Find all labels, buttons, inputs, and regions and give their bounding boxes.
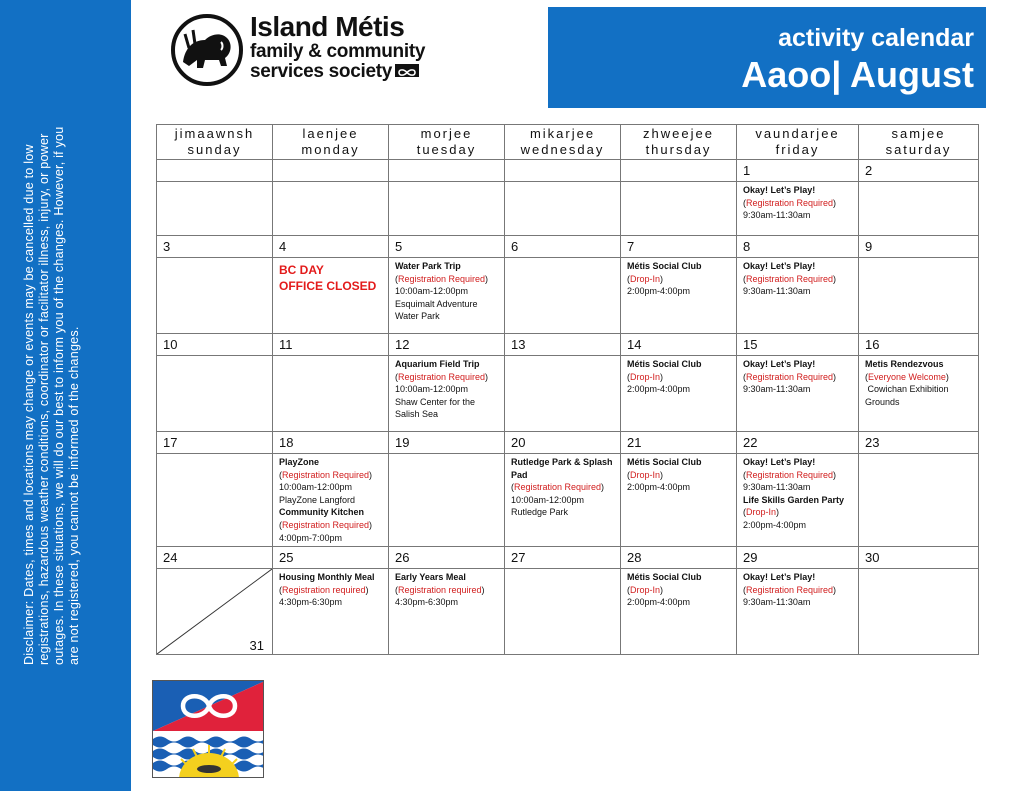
day-cell bbox=[273, 569, 389, 655]
calendar-table bbox=[156, 124, 979, 655]
day-cell bbox=[737, 356, 859, 432]
date-number: 2 bbox=[859, 160, 979, 182]
event-note: (Registration Required) bbox=[511, 482, 605, 493]
day-cell bbox=[273, 356, 389, 432]
organization-logo bbox=[168, 12, 428, 92]
event-title: Okay! Let’s Play! bbox=[743, 359, 816, 369]
day-header-tuesday: morjee tuesday bbox=[389, 125, 505, 160]
date-row bbox=[157, 236, 979, 258]
event-location: Esquimalt Adventure bbox=[395, 298, 478, 309]
date-number: 29 bbox=[737, 547, 859, 569]
date-row bbox=[157, 432, 979, 454]
date-number: 8 bbox=[737, 236, 859, 258]
events-row bbox=[157, 182, 979, 236]
event-title: Early Years Meal bbox=[395, 572, 466, 583]
event-time: 10:00am-12:00pm bbox=[511, 494, 585, 505]
day-cell bbox=[157, 182, 273, 236]
date-number bbox=[621, 160, 737, 182]
date-number: 15 bbox=[737, 334, 859, 356]
day-cell bbox=[621, 454, 737, 547]
event-location: Shaw Center for the bbox=[395, 396, 476, 407]
day-cell bbox=[157, 454, 273, 547]
date-number bbox=[157, 160, 273, 182]
day-cell bbox=[621, 258, 737, 334]
date-number: 10 bbox=[157, 334, 273, 356]
day-header-monday: laenjee monday bbox=[273, 125, 389, 160]
day-cell bbox=[273, 182, 389, 236]
date-number bbox=[505, 160, 621, 182]
day-header-thursday: zhweejee thursday bbox=[621, 125, 737, 160]
event-time: 10:00am-12:00pm bbox=[395, 384, 469, 395]
event-note: (Drop-In) bbox=[627, 469, 664, 480]
day-header-friday: vaundarjee friday bbox=[737, 125, 859, 160]
logo-subtitle-2: services society bbox=[250, 61, 393, 82]
event-time: 10:00am-12:00pm bbox=[279, 482, 353, 493]
split-day-cell bbox=[157, 569, 273, 655]
event-location: Water Park bbox=[395, 311, 440, 322]
event-location: Cowichan Exhibition bbox=[865, 384, 949, 395]
event-location: Salish Sea bbox=[395, 409, 439, 420]
day-cell bbox=[505, 569, 621, 655]
holiday-label: BC DAY bbox=[279, 263, 324, 277]
date-number: 9 bbox=[859, 236, 979, 258]
day-cell bbox=[273, 258, 389, 334]
day-cell bbox=[737, 182, 859, 236]
day-cell bbox=[621, 356, 737, 432]
date-row bbox=[157, 334, 979, 356]
event-note: (Drop-In) bbox=[627, 584, 664, 595]
date-number: 17 bbox=[157, 432, 273, 454]
event-title: Pad bbox=[511, 469, 528, 480]
date-number: 14 bbox=[621, 334, 737, 356]
events-row bbox=[157, 356, 979, 432]
logo-subtitle-1: family & community bbox=[250, 41, 426, 62]
event-title: Rutledge Park & Splash bbox=[511, 457, 613, 467]
day-cell bbox=[157, 258, 273, 334]
event-time: 10:00am-12:00pm bbox=[395, 286, 469, 297]
date-number: 16 bbox=[859, 334, 979, 356]
event-title: Okay! Let’s Play! bbox=[743, 572, 816, 583]
date-number bbox=[389, 160, 505, 182]
day-cell bbox=[737, 569, 859, 655]
events-row bbox=[157, 569, 979, 655]
event-note: (Registration Required) bbox=[743, 584, 837, 595]
date-number: 13 bbox=[505, 334, 621, 356]
day-cell bbox=[859, 356, 979, 432]
event-time: 2:00pm-4:00pm bbox=[627, 597, 691, 608]
date-number: 21 bbox=[621, 432, 737, 454]
day-cell bbox=[505, 356, 621, 432]
event-note: (Registration required) bbox=[279, 584, 369, 595]
event-note: (Registration required) bbox=[395, 584, 485, 595]
date-number bbox=[273, 160, 389, 182]
event-note: (Registration Required) bbox=[395, 273, 489, 284]
event-note: (Registration Required) bbox=[279, 469, 373, 480]
date-number: 25 bbox=[273, 547, 389, 569]
date-number: 7 bbox=[621, 236, 737, 258]
date-number: 23 bbox=[859, 432, 979, 454]
event-note: (Registration Required) bbox=[743, 371, 837, 382]
day-cell bbox=[859, 454, 979, 547]
event-title: Metis Rendezvous bbox=[865, 359, 944, 369]
day-cell bbox=[621, 182, 737, 236]
day-cell bbox=[389, 569, 505, 655]
event-title: Water Park Trip bbox=[395, 261, 461, 271]
day-cell bbox=[505, 454, 621, 547]
event-note: (Drop-In) bbox=[627, 371, 664, 382]
event-location: PlayZone Langford bbox=[279, 494, 356, 505]
event-title: Métis Social Club bbox=[627, 359, 702, 369]
event-title: Métis Social Club bbox=[627, 261, 702, 271]
event-title: PlayZone bbox=[279, 457, 320, 467]
date-number: 20 bbox=[505, 432, 621, 454]
event-title: Métis Social Club bbox=[627, 572, 702, 583]
event-note: (Registration Required) bbox=[743, 197, 837, 208]
day-cell bbox=[157, 356, 273, 432]
event-time: 9:30am-11:30am bbox=[743, 210, 811, 221]
event-title: Community Kitchen bbox=[279, 507, 365, 518]
day-cell bbox=[273, 454, 389, 547]
day-cell bbox=[737, 454, 859, 547]
date-number: 22 bbox=[737, 432, 859, 454]
day-cell bbox=[389, 258, 505, 334]
event-title: Aquarium Field Trip bbox=[395, 359, 480, 369]
event-location: Rutledge Park bbox=[511, 507, 569, 518]
event-title: Housing Monthly Meal bbox=[279, 572, 375, 583]
header-subtitle: activity calendar bbox=[778, 24, 974, 52]
date-number: 4 bbox=[273, 236, 389, 258]
event-time: 4:00pm-7:00pm bbox=[279, 532, 343, 543]
event-note: (Drop-In) bbox=[743, 507, 780, 518]
event-title: Métis Social Club bbox=[627, 457, 702, 467]
event-time: 2:00pm-4:00pm bbox=[627, 384, 691, 395]
event-time: 2:00pm-4:00pm bbox=[627, 482, 691, 493]
date-number: 26 bbox=[389, 547, 505, 569]
event-title: Okay! Let’s Play! bbox=[743, 185, 816, 195]
date-number: 5 bbox=[389, 236, 505, 258]
event-time: 4:30pm-6:30pm bbox=[395, 597, 459, 608]
day-header-saturday: samjee saturday bbox=[859, 125, 979, 160]
date-row bbox=[157, 547, 979, 569]
date-number: 11 bbox=[273, 334, 389, 356]
event-title: Life Skills Garden Party bbox=[743, 494, 845, 505]
event-note: (Registration Required) bbox=[279, 519, 373, 530]
event-time: 4:30pm-6:30pm bbox=[279, 597, 343, 608]
events-row bbox=[157, 454, 979, 547]
bison-logo-icon bbox=[171, 14, 243, 86]
holiday-note: OFFICE CLOSED bbox=[279, 279, 377, 293]
date-number: 1 bbox=[737, 160, 859, 182]
sidebar-panel bbox=[0, 0, 131, 791]
disclaimer-text: Disclaimer: Dates, times and locations may change or events may be cancelled due to low registrations, hazardous weather conditions, coordinator or facilitator illness, injury, or power outages. In these situations, we will do our best to inform you of the changes. However, if you are not registered, you cannot be informed of the changes. bbox=[22, 126, 81, 665]
date-number: 28 bbox=[621, 547, 737, 569]
events-row bbox=[157, 258, 979, 334]
logo-title: Island Métis bbox=[250, 11, 405, 42]
event-time: 2:00pm-4:00pm bbox=[743, 519, 807, 530]
event-note: (Registration Required) bbox=[743, 469, 837, 480]
date-number: 12 bbox=[389, 334, 505, 356]
event-time: 9:30am-11:30am bbox=[743, 384, 811, 395]
day-cell bbox=[389, 356, 505, 432]
date-number: 18 bbox=[273, 432, 389, 454]
calendar-header bbox=[548, 7, 986, 108]
event-time: 2:00pm-4:00pm bbox=[627, 286, 691, 297]
event-note: (Registration Required) bbox=[743, 273, 837, 284]
event-title: Okay! Let’s Play! bbox=[743, 457, 816, 467]
day-cell bbox=[505, 258, 621, 334]
event-time: 9:30am-11:30am bbox=[743, 482, 811, 493]
day-cell bbox=[859, 569, 979, 655]
day-header-sunday: jimaawnsh sunday bbox=[157, 125, 273, 160]
date-number: 19 bbox=[389, 432, 505, 454]
day-cell bbox=[737, 258, 859, 334]
day-cell bbox=[859, 182, 979, 236]
day-header-wednesday: mikarjee wednesday bbox=[505, 125, 621, 160]
event-location: Grounds bbox=[865, 396, 900, 407]
metis-bc-flag-icon bbox=[152, 680, 264, 778]
date-number: 24 bbox=[157, 547, 273, 569]
day-cell bbox=[621, 569, 737, 655]
day-cell bbox=[859, 258, 979, 334]
event-note: (Everyone Welcome) bbox=[865, 371, 949, 382]
header-title: Aaoo| August bbox=[741, 54, 974, 95]
date-row bbox=[157, 160, 979, 182]
infinity-icon bbox=[395, 64, 419, 77]
date-number: 31 bbox=[249, 637, 264, 653]
day-cell bbox=[389, 182, 505, 236]
event-time: 9:30am-11:30am bbox=[743, 286, 811, 297]
event-note: (Registration Required) bbox=[395, 371, 489, 382]
day-cell bbox=[505, 182, 621, 236]
date-number: 27 bbox=[505, 547, 621, 569]
event-note: (Drop-In) bbox=[627, 273, 664, 284]
date-number: 30 bbox=[859, 547, 979, 569]
date-number: 3 bbox=[157, 236, 273, 258]
event-title: Okay! Let’s Play! bbox=[743, 261, 816, 271]
day-cell bbox=[389, 454, 505, 547]
date-number: 6 bbox=[505, 236, 621, 258]
event-time: 9:30am-11:30am bbox=[743, 597, 811, 608]
day-header-row bbox=[157, 125, 979, 160]
